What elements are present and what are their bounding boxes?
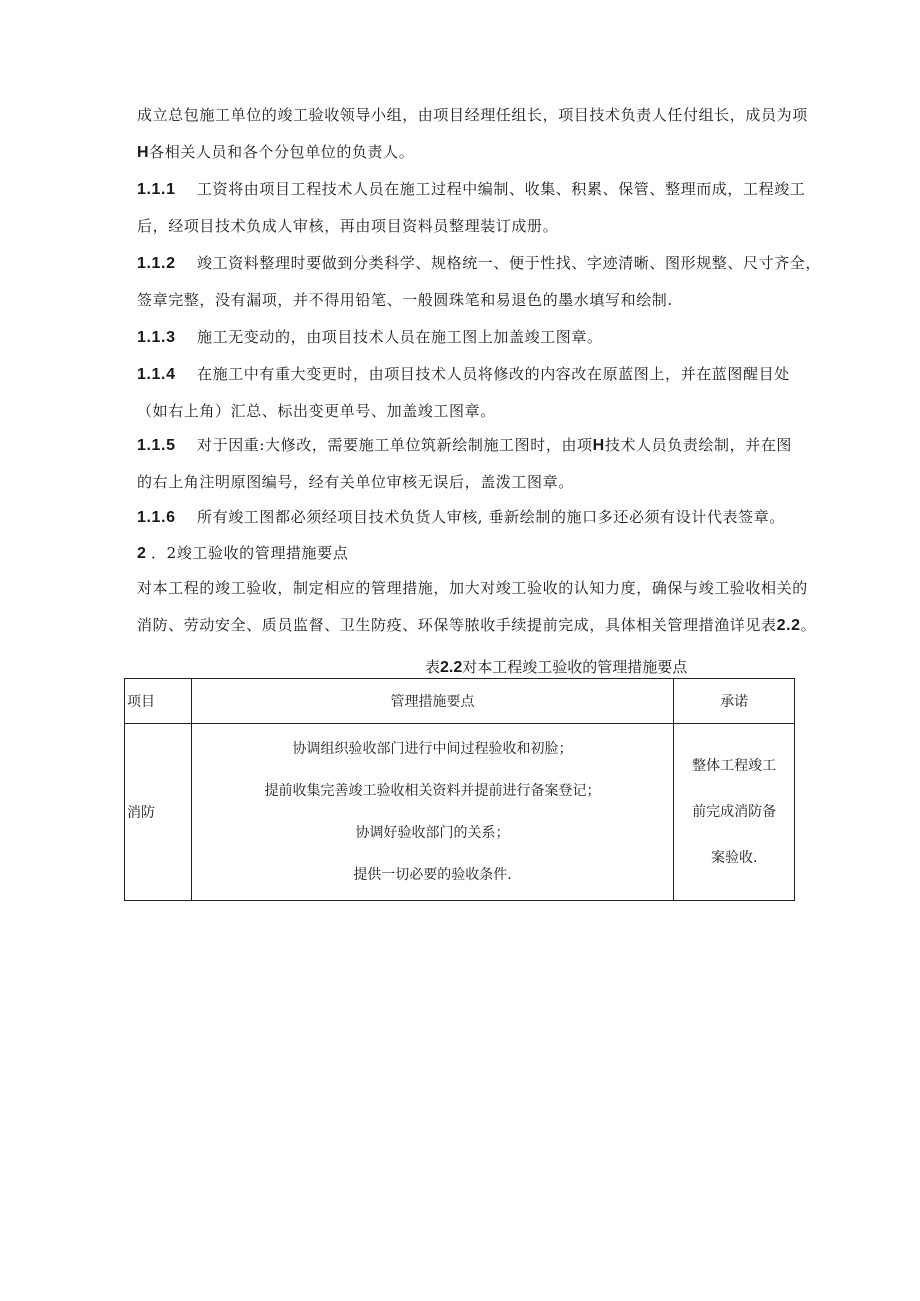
paragraph-1-1-2 bbox=[137, 245, 822, 319]
section-number: 1.1.5 bbox=[137, 437, 176, 454]
table-row bbox=[125, 724, 795, 901]
paragraph-text: 对于因重:大修改，需要施工单位筑新绘制施工图时，由项 bbox=[197, 436, 593, 454]
section-title: ．2竣工验收的管理措施要点 bbox=[151, 544, 349, 562]
table-reference: 2.2 bbox=[776, 617, 801, 634]
paragraph-text: 竣工资料整理时要做到分类科学、规格统一、便于性找、字迹清晰、图形规整、尺寸齐全， bbox=[197, 254, 822, 272]
intro-line-2-text: 各相关人员和各个分包单位的负责人。 bbox=[149, 143, 415, 161]
row-item: 消防 bbox=[125, 724, 192, 901]
paragraph-text: 技术人员负责绘制，并在图 bbox=[604, 436, 793, 454]
table-header-row bbox=[125, 679, 795, 724]
section-number: 1.1.6 bbox=[137, 509, 176, 526]
paragraph-text: 后，经项目技术负成人审核，再由项目资料员整理装订成册。 bbox=[137, 217, 559, 235]
bold-h: H bbox=[592, 437, 605, 454]
point-line: 提供一切必要的验收条件. bbox=[353, 867, 512, 883]
paragraph-text: 的右上角注明原图编号，经有关单位审核无误后，盖泼工图章。 bbox=[137, 473, 574, 491]
section-2-heading bbox=[137, 535, 797, 572]
paragraph-1-1-5 bbox=[137, 427, 797, 501]
row-promise: 整体工程竣工前完成消防备案验收. bbox=[674, 724, 795, 901]
paragraph-1-1-4 bbox=[137, 356, 797, 430]
intro-line-2 bbox=[137, 134, 797, 171]
point-line: 提前收集完善竣工验收相关资料并提前进行备案登记； bbox=[264, 783, 601, 799]
table-caption: 表2.2对本工程竣工验收的管理措施要点 bbox=[425, 658, 688, 676]
section-number: 1.1.3 bbox=[137, 329, 176, 346]
table-number: 2.2 bbox=[440, 659, 463, 676]
measures-table bbox=[124, 678, 795, 901]
section-number: 1.1.2 bbox=[137, 255, 176, 272]
paragraph-text: 在施工中有重大变更时，由项目技术人员将修改的内容改在原蓝图上，并在蓝图醒目处 bbox=[197, 365, 790, 383]
paragraph-text: （如右上角）汇总、标出变更单号、加盖竣工图章。 bbox=[137, 402, 496, 420]
paragraph-1-1-1 bbox=[137, 171, 806, 245]
section-2-paragraph: 对本工程的竣工验收，制定相应的管理措施，加大对竣工验收的认知力度，确保与竣工验收相关的 消防、劳动安全、质员监督、卫生防疫、环保等脓收手续提前完成，具体相关管理措渔详见表2.2。 bbox=[137, 570, 797, 644]
header-item: 项目 bbox=[125, 679, 192, 724]
paragraph-text: 所有竣工图都必须经项目技术负货人审核, 垂新绘制的施口多还必须有设计代表签章。 bbox=[197, 508, 785, 526]
intro-line-1: 成立总包施工单位的竣工验收领导小组，由项目经理任组长，项目技术负责人任付组长，成员为项 bbox=[137, 106, 808, 124]
header-points: 管理措施要点 bbox=[191, 679, 674, 724]
intro-bold-h: H bbox=[137, 144, 150, 161]
section-number: 1.1.1 bbox=[137, 181, 176, 198]
point-line: 协调组织验收部门进行中间过程验收和初脸； bbox=[292, 741, 573, 757]
paragraph-text: 签章完整，没有漏项，并不得用铅笔、一般圆珠笔和易退色的墨水填写和绘制. bbox=[137, 291, 673, 309]
paragraph-text: 对本工程的竣工验收，制定相应的管理措施，加大对竣工验收的认知力度，确保与竣工验收相关的 bbox=[137, 579, 808, 597]
section-number: 1.1.4 bbox=[137, 366, 176, 383]
paragraph-1-1-6 bbox=[137, 499, 797, 536]
paragraph-1-1-3 bbox=[137, 319, 797, 356]
section-number: 2 bbox=[137, 545, 147, 562]
paragraph-text: 消防、劳动安全、质员监督、卫生防疫、环保等脓收手续提前完成，具体相关管理措渔详见表 bbox=[137, 616, 777, 634]
paragraph-text: 施工无变动的，由项目技术人员在施工图上加盖竣工图章。 bbox=[197, 328, 603, 346]
row-points bbox=[191, 724, 674, 901]
paragraph-text: 工资将由项目工程技术人员在施工过程中编制、收集、积累、保管、整理而成，工程竣工 bbox=[197, 180, 806, 198]
header-promise: 承诺 bbox=[674, 679, 795, 724]
point-line: 协调好验收部门的关系； bbox=[355, 825, 510, 841]
intro-paragraph bbox=[137, 97, 808, 171]
